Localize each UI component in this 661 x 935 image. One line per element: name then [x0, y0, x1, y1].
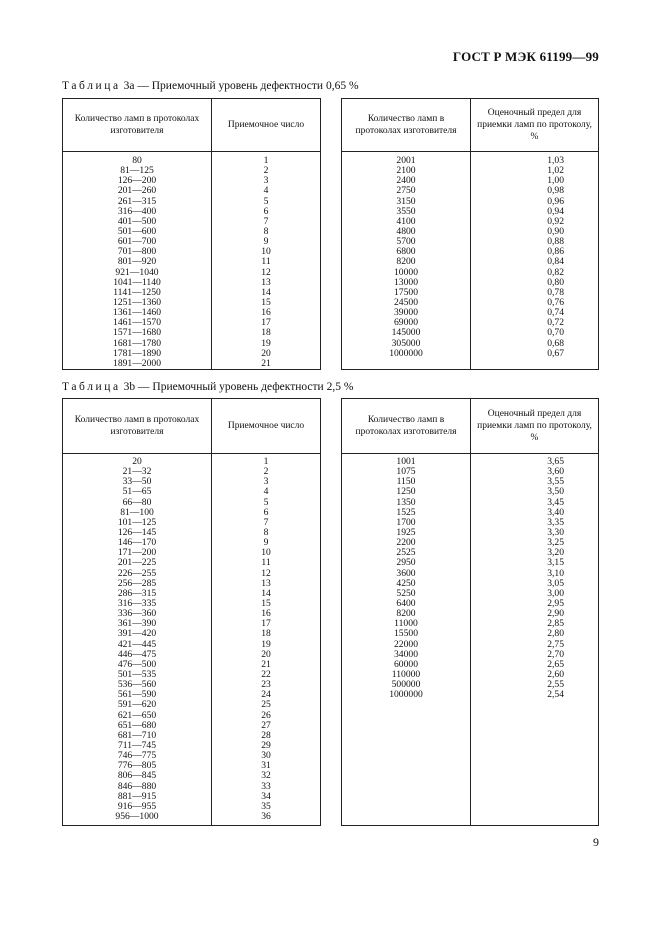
table-cell: 1 [263, 456, 269, 467]
table-cell: 1,03 [547, 155, 564, 166]
table-cell: 2525 [396, 547, 416, 559]
table-cell: 80 [132, 155, 142, 166]
table-3b-right-header-lots: Количество ламп в протоколах изготовителя [355, 415, 457, 437]
page-number: 9 [593, 835, 599, 849]
table-cell: 2100 [396, 165, 416, 177]
table-cell: 1,00 [547, 175, 564, 187]
table-cell: 2,55 [547, 679, 564, 691]
table-cell: 2,60 [547, 668, 564, 680]
table-cell: 13 [261, 577, 271, 589]
table-cell: 13 [261, 276, 271, 288]
table-cell: 0,74 [547, 307, 564, 319]
table-cell: 446—475 [117, 648, 157, 660]
table-cell: 60000 [394, 658, 418, 670]
table-cell: 69000 [394, 317, 418, 329]
table-cell: 501—600 [117, 225, 157, 237]
table-cell: 5 [263, 195, 269, 207]
document-header: ГОСТ Р МЭК 61199—99 [452, 49, 599, 64]
table-cell: 2 [263, 165, 269, 177]
table-3b-caption [62, 381, 353, 393]
table-3b-left-header-acceptance: Приемочное число [227, 421, 305, 431]
table-cell: 1925 [396, 526, 416, 538]
table-cell: 12 [261, 266, 271, 278]
table-cell: 0,80 [547, 276, 564, 288]
table-3a-right [341, 98, 599, 370]
table-cell: 8200 [396, 256, 416, 268]
table-3a-caption [62, 80, 359, 92]
table-cell: 18 [261, 628, 271, 640]
table-cell: 20 [132, 456, 142, 467]
table-cell: 806—845 [117, 770, 157, 782]
table-cell: 0,67 [547, 347, 564, 359]
table-cell: 31 [261, 760, 271, 772]
table-cell: 4800 [396, 225, 416, 237]
table-cell: 421—445 [117, 638, 157, 650]
table-3b-left [62, 398, 321, 826]
table-cell: 261—315 [117, 195, 157, 207]
table-cell: 16 [261, 307, 271, 319]
table-cell: 11 [261, 256, 271, 268]
table-cell: 0,96 [547, 195, 564, 207]
table-cell: 305000 [391, 337, 421, 349]
table-cell: 4100 [396, 215, 416, 227]
table-cell: 34000 [394, 648, 418, 660]
table-cell: 3150 [396, 195, 416, 207]
table-cell: 9 [263, 236, 269, 248]
table-cell: 2950 [396, 557, 416, 569]
table-3a-left-header-lots: Количество ламп в протоколах изготовителя [74, 114, 200, 136]
table-3b-right-limits-column [470, 457, 564, 700]
table-cell: 4250 [396, 577, 416, 589]
table-cell: 336—360 [117, 608, 157, 620]
table-cell: 3 [263, 476, 269, 488]
table-cell: 846—880 [117, 780, 157, 792]
table-cell: 701—800 [117, 246, 157, 258]
table-cell: 145000 [391, 327, 421, 339]
table-cell: 776—805 [117, 760, 157, 772]
table-cell: 33—50 [122, 476, 152, 488]
table-cell: 5250 [396, 587, 416, 599]
table-cell: 401—500 [117, 215, 157, 227]
table-cell: 30 [261, 750, 271, 762]
table-cell: 0,88 [547, 236, 564, 248]
table-cell: 256—285 [117, 577, 157, 589]
table-cell: 501—535 [117, 668, 157, 680]
table-cell: 4 [263, 185, 269, 197]
table-cell: 746—775 [117, 750, 157, 762]
table-cell: 19 [261, 337, 271, 349]
table-cell: 15 [261, 296, 271, 308]
table-cell: 2,95 [547, 597, 564, 609]
table-cell: 3,50 [547, 486, 564, 498]
table-3a-caption-text: — Приемочный уровень дефектности 0,65 % [137, 80, 359, 92]
table-cell: 316—335 [117, 597, 157, 609]
table-cell: 10000 [394, 266, 418, 278]
table-cell: 391—420 [117, 628, 157, 640]
table-cell: 1001 [396, 456, 416, 467]
table-cell: 14 [261, 587, 271, 599]
table-cell: 22 [261, 668, 271, 680]
table-cell: 1251—1360 [113, 296, 161, 308]
table-cell: 201—225 [117, 557, 157, 569]
table-cell: 1525 [396, 506, 416, 518]
table-cell: 126—145 [117, 526, 157, 538]
table-3a-right-header-limit: Оценочный предел для приемки ламп по протоколу, % [477, 108, 592, 142]
table-cell: 15500 [394, 628, 418, 640]
table-cell: 881—915 [117, 790, 157, 802]
table-cell: 10 [261, 246, 271, 258]
table-cell: 0,82 [547, 266, 564, 278]
table-cell: 0,98 [547, 185, 564, 197]
table-cell: 6 [263, 205, 269, 217]
table-cell: 146—170 [117, 537, 157, 549]
table-cell: 1075 [396, 466, 416, 478]
table-cell: 500000 [391, 679, 421, 691]
table-cell: 17 [261, 618, 271, 630]
table-cell: 2,80 [547, 628, 564, 640]
table-cell: 11 [261, 557, 271, 569]
table-cell: 2001 [396, 155, 416, 166]
table-cell: 8 [263, 526, 269, 538]
table-cell: 3,30 [547, 526, 564, 538]
table-cell: 561—590 [117, 689, 157, 701]
table-cell: 66—80 [122, 496, 152, 508]
table-cell: 2,54 [547, 689, 564, 701]
table-cell: 5 [263, 496, 269, 508]
table-cell: 0,76 [547, 296, 564, 308]
table-cell: 14 [261, 286, 271, 298]
table-cell: 1361—1460 [113, 307, 161, 319]
table-3a-left-acceptance-column [211, 156, 321, 369]
table-cell: 651—680 [117, 719, 157, 731]
table-cell: 1700 [396, 516, 416, 528]
table-3a-left-lots-column [63, 156, 211, 369]
table-cell: 21 [261, 357, 271, 369]
table-cell: 7 [263, 516, 269, 528]
table-cell: 476—500 [117, 658, 157, 670]
table-cell: 1141—1250 [113, 286, 161, 298]
table-cell: 11000 [394, 618, 418, 630]
table-cell: 27 [261, 719, 271, 731]
table-cell: 0,78 [547, 286, 564, 298]
table-cell: 33 [261, 780, 271, 792]
table-cell: 81—100 [120, 506, 154, 518]
table-cell: 0,68 [547, 337, 564, 349]
table-cell: 22000 [394, 638, 418, 650]
table-3b-left-header-lots: Количество ламп в протоколах изготовителя [74, 415, 200, 437]
table-cell: 28 [261, 729, 271, 741]
table-cell: 6800 [396, 246, 416, 258]
table-cell: 0,84 [547, 256, 564, 268]
table-cell: 21—32 [122, 466, 152, 478]
table-cell: 3 [263, 175, 269, 187]
table-cell: 601—700 [117, 236, 157, 248]
table-3b-caption-label: Таблица [62, 381, 121, 393]
table-cell: 1891—2000 [113, 357, 161, 369]
table-cell: 956—1000 [115, 810, 159, 822]
table-cell: 39000 [394, 307, 418, 319]
table-cell: 3,25 [547, 537, 564, 549]
table-cell: 801—920 [117, 256, 157, 268]
table-cell: 7 [263, 215, 269, 227]
table-cell: 26 [261, 709, 271, 721]
table-cell: 3,05 [547, 577, 564, 589]
table-3b-left-lots-column [63, 457, 211, 822]
table-cell: 36 [261, 810, 271, 822]
table-3a-caption-number: 3а [123, 80, 135, 92]
table-cell: 2,90 [547, 608, 564, 620]
table-cell: 921—1040 [115, 266, 159, 278]
table-cell: 23 [261, 679, 271, 691]
table-cell: 2,70 [547, 648, 564, 660]
table-cell: 3,20 [547, 547, 564, 559]
table-cell: 15 [261, 597, 271, 609]
table-cell: 711—745 [117, 739, 157, 751]
table-cell: 0,90 [547, 225, 564, 237]
table-cell: 10 [261, 547, 271, 559]
table-cell: 226—255 [117, 567, 157, 579]
table-cell: 1350 [396, 496, 416, 508]
table-cell: 18 [261, 327, 271, 339]
table-cell: 9 [263, 537, 269, 549]
table-3b-left-acceptance-column [211, 457, 321, 822]
table-cell: 8 [263, 225, 269, 237]
table-3b-caption-text: — Приемочный уровень дефектности 2,5 % [138, 381, 354, 393]
table-cell: 19 [261, 638, 271, 650]
table-cell: 536—560 [117, 679, 157, 691]
table-cell: 3,00 [547, 587, 564, 599]
table-cell: 51—65 [122, 486, 152, 498]
table-cell: 25 [261, 699, 271, 711]
table-cell: 32 [261, 770, 271, 782]
table-cell: 3,65 [547, 456, 564, 467]
table-cell: 681—710 [117, 729, 157, 741]
table-cell: 1000000 [389, 689, 423, 701]
table-cell: 2,85 [547, 618, 564, 630]
table-cell: 34 [261, 790, 271, 802]
table-cell: 3,15 [547, 557, 564, 569]
table-3a-left-header-acceptance: Приемочное число [227, 120, 305, 130]
table-cell: 24500 [394, 296, 418, 308]
table-cell: 4 [263, 486, 269, 498]
table-cell: 16 [261, 608, 271, 620]
table-cell: 361—390 [117, 618, 157, 630]
table-cell: 0,70 [547, 327, 564, 339]
table-cell: 1571—1680 [113, 327, 161, 339]
table-cell: 2,75 [547, 638, 564, 650]
table-cell: 3,60 [547, 466, 564, 478]
table-cell: 24 [261, 689, 271, 701]
table-cell: 621—650 [117, 709, 157, 721]
table-cell: 2400 [396, 175, 416, 187]
table-cell: 3,35 [547, 516, 564, 528]
table-3b-right [341, 398, 599, 826]
table-cell: 1681—1780 [113, 337, 161, 349]
table-3b-right-header-limit: Оценочный предел для приемки ламп по протоколу, % [477, 409, 592, 443]
table-cell: 0,86 [547, 246, 564, 258]
table-cell: 171—200 [117, 547, 157, 559]
table-cell: 1,02 [547, 165, 564, 177]
table-cell: 1041—1140 [113, 276, 161, 288]
table-cell: 201—260 [117, 185, 157, 197]
table-cell: 916—955 [117, 800, 157, 812]
table-cell: 3550 [396, 205, 416, 217]
table-cell: 20 [261, 347, 271, 359]
table-cell: 110000 [391, 668, 421, 680]
table-cell: 1150 [396, 476, 416, 488]
table-cell: 1461—1570 [113, 317, 161, 329]
table-cell: 3600 [396, 567, 416, 579]
table-cell: 12 [261, 567, 271, 579]
table-cell: 0,92 [547, 215, 564, 227]
table-cell: 6 [263, 506, 269, 518]
table-cell: 126—200 [117, 175, 157, 187]
table-cell: 101—125 [117, 516, 157, 528]
table-cell: 35 [261, 800, 271, 812]
table-cell: 17 [261, 317, 271, 329]
table-cell: 316—400 [117, 205, 157, 217]
table-cell: 5700 [396, 236, 416, 248]
table-cell: 1 [263, 155, 269, 166]
table-3b-right-lots-column [342, 457, 470, 700]
table-cell: 29 [261, 739, 271, 751]
table-3a-right-limits-column [470, 156, 564, 359]
table-cell: 1781—1890 [113, 347, 161, 359]
table-cell: 1000000 [389, 347, 423, 359]
table-cell: 2750 [396, 185, 416, 197]
table-cell: 0,72 [547, 317, 564, 329]
table-cell: 591—620 [117, 699, 157, 711]
table-cell: 286—315 [117, 587, 157, 599]
table-cell: 3,10 [547, 567, 564, 579]
table-cell: 8200 [396, 608, 416, 620]
table-cell: 2 [263, 466, 269, 478]
table-3a-caption-label: Таблица [62, 80, 121, 92]
table-cell: 20 [261, 648, 271, 660]
table-cell: 13000 [394, 276, 418, 288]
table-3a-left [62, 98, 321, 370]
table-cell: 3,45 [547, 496, 564, 508]
table-cell: 21 [261, 658, 271, 670]
table-cell: 3,40 [547, 506, 564, 518]
table-3b-caption-number: 3b [123, 381, 136, 393]
table-cell: 6400 [396, 597, 416, 609]
table-3a-right-header-lots: Количество ламп в протоколах изготовителя [355, 114, 457, 136]
table-cell: 3,55 [547, 476, 564, 488]
table-cell: 2,65 [547, 658, 564, 670]
table-cell: 17500 [394, 286, 418, 298]
table-cell: 81—125 [120, 165, 154, 177]
table-cell: 0,94 [547, 205, 564, 217]
table-cell: 2200 [396, 537, 416, 549]
table-cell: 1250 [396, 486, 416, 498]
table-3a-right-lots-column [342, 156, 470, 359]
